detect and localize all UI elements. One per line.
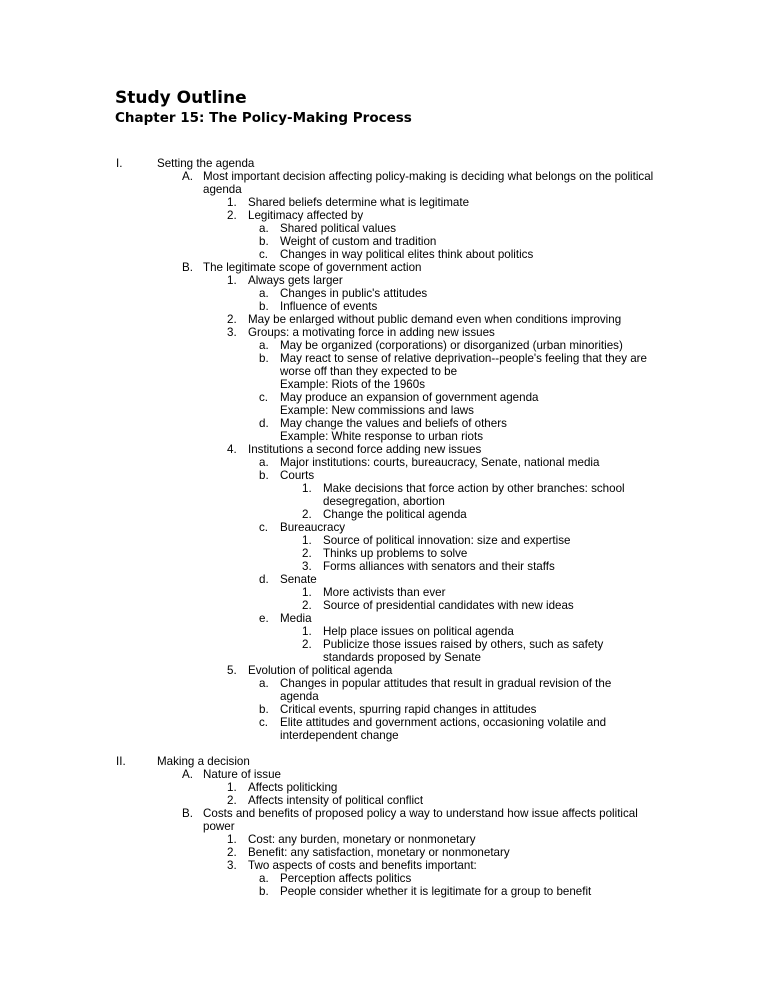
outline-text: May be enlarged without public demand even when conditions improving xyxy=(248,313,622,326)
outline-text: Publicize those issues raised by others, such as safety xyxy=(323,638,604,651)
outline-marker: 2. xyxy=(227,846,237,859)
outline-text: The legitimate scope of government action xyxy=(203,261,422,274)
outline-text: interdependent change xyxy=(280,729,399,742)
outline-text: Perception affects politics xyxy=(280,872,412,885)
outline-marker: 1. xyxy=(227,781,237,794)
outline-text: Major institutions: courts, bureaucracy, Senate, national media xyxy=(280,456,600,469)
outline-marker: 2. xyxy=(227,209,237,222)
outline-text: worse off than they expected to be xyxy=(280,365,458,378)
outline-text: Influence of events xyxy=(280,300,378,313)
outline-marker: B. xyxy=(182,807,193,820)
outline-text: Affects intensity of political conflict xyxy=(248,794,424,807)
outline-text: Most important decision affecting policy-making is deciding what belongs on the political xyxy=(203,170,654,183)
outline-marker: a. xyxy=(259,222,269,235)
outline-text: Source of presidential candidates with new ideas xyxy=(323,599,574,612)
outline-text: People consider whether it is legitimate for a group to benefit xyxy=(280,885,592,898)
outline-marker: 3. xyxy=(227,326,237,339)
outline-marker: 1. xyxy=(302,586,312,599)
outline-marker: a. xyxy=(259,456,269,469)
outline-marker: II. xyxy=(116,755,126,768)
outline-text: standards proposed by Senate xyxy=(323,651,481,664)
outline-text: Weight of custom and tradition xyxy=(280,235,437,248)
outline-marker: a. xyxy=(259,339,269,352)
outline-text: Forms alliances with senators and their staffs xyxy=(323,560,555,573)
outline-text: May produce an expansion of government agenda xyxy=(280,391,539,404)
outline-text: Affects politicking xyxy=(248,781,338,794)
outline-marker: 1. xyxy=(227,833,237,846)
outline-text: Nature of issue xyxy=(203,768,281,781)
outline-text: Senate xyxy=(280,573,317,586)
outline-text: Change the political agenda xyxy=(323,508,467,521)
outline-text: Institutions a second force adding new issues xyxy=(248,443,482,456)
outline-marker: b. xyxy=(259,885,269,898)
outline-text: Two aspects of costs and benefits important: xyxy=(248,859,477,872)
outline-text: agenda xyxy=(280,690,319,703)
outline-marker: c. xyxy=(259,521,269,534)
outline-marker: 1. xyxy=(302,482,312,495)
outline-marker: a. xyxy=(259,677,269,690)
outline-marker: 2. xyxy=(302,599,312,612)
outline-text: Changes in popular attitudes that result in gradual revision of the xyxy=(280,677,612,690)
outline-marker: 5. xyxy=(227,664,237,677)
outline-marker: a. xyxy=(259,287,269,300)
outline-marker: b. xyxy=(259,235,269,248)
outline-marker: 2. xyxy=(227,794,237,807)
outline-text: Costs and benefits of proposed policy a way to understand how issue affects political xyxy=(203,807,638,820)
outline-text: Example: Riots of the 1960s xyxy=(280,378,426,391)
outline-marker: c. xyxy=(259,716,269,729)
outline-text: Critical events, spurring rapid changes in attitudes xyxy=(280,703,537,716)
outline-marker: 4. xyxy=(227,443,237,456)
outline-marker: 1. xyxy=(302,534,312,547)
outline-text: Evolution of political agenda xyxy=(248,664,393,677)
outline-marker: b. xyxy=(259,469,269,482)
outline-marker: I. xyxy=(116,157,123,170)
outline-text: Make decisions that force action by other branches: school xyxy=(323,482,625,495)
outline-marker: 1. xyxy=(227,196,237,209)
outline-marker: c. xyxy=(259,248,269,261)
outline-text: Thinks up problems to solve xyxy=(323,547,468,560)
outline-marker: 2. xyxy=(302,547,312,560)
outline-text: Example: New commissions and laws xyxy=(280,404,474,417)
outline-text: Media xyxy=(280,612,312,625)
outline-text: Shared beliefs determine what is legitimate xyxy=(248,196,470,209)
outline-text: Legitimacy affected by xyxy=(248,209,364,222)
page-title: Study Outline xyxy=(115,88,247,108)
outline-marker: c. xyxy=(259,391,269,404)
outline-text: Always gets larger xyxy=(248,274,343,287)
outline-marker: 1. xyxy=(227,274,237,287)
outline-marker: d. xyxy=(259,573,269,586)
outline-text: Groups: a motivating force in adding new issues xyxy=(248,326,495,339)
outline-marker: B. xyxy=(182,261,193,274)
outline-text: Shared political values xyxy=(280,222,397,235)
outline-marker: a. xyxy=(259,872,269,885)
outline-text: Benefit: any satisfaction, monetary or nonmonetary xyxy=(248,846,510,859)
outline-text: Help place issues on political agenda xyxy=(323,625,514,638)
outline-text: Changes in way political elites think about politics xyxy=(280,248,534,261)
outline-text: Bureaucracy xyxy=(280,521,346,534)
outline-text: desegregation, abortion xyxy=(323,495,445,508)
outline-marker: b. xyxy=(259,352,269,365)
outline-marker: A. xyxy=(182,768,193,781)
outline-marker: 2. xyxy=(227,313,237,326)
outline-text: Cost: any burden, monetary or nonmonetary xyxy=(248,833,476,846)
outline-text: May change the values and beliefs of others xyxy=(280,417,507,430)
outline-marker: A. xyxy=(182,170,193,183)
outline-marker: d. xyxy=(259,417,269,430)
outline-text: Source of political innovation: size and expertise xyxy=(323,534,571,547)
outline-marker: b. xyxy=(259,300,269,313)
outline-marker: b. xyxy=(259,703,269,716)
outline-text: power xyxy=(203,820,235,833)
outline-text: May be organized (corporations) or disorganized (urban minorities) xyxy=(280,339,623,352)
outline-marker: 2. xyxy=(302,508,312,521)
outline-text: agenda xyxy=(203,183,242,196)
outline-text: May react to sense of relative deprivation--people's feeling that they are xyxy=(280,352,647,365)
outline-marker: 3. xyxy=(227,859,237,872)
outline-text: Changes in public's attitudes xyxy=(280,287,428,300)
chapter-subtitle: Chapter 15: The Policy-Making Process xyxy=(115,110,412,126)
outline-marker: 3. xyxy=(302,560,312,573)
outline-text: Making a decision xyxy=(157,755,250,768)
outline-marker: e. xyxy=(259,612,269,625)
outline-marker: 1. xyxy=(302,625,312,638)
outline-marker: 2. xyxy=(302,638,312,651)
outline-text: Elite attitudes and government actions, occasioning volatile and xyxy=(280,716,607,729)
outline-text: Courts xyxy=(280,469,315,482)
outline-text: Setting the agenda xyxy=(157,157,255,170)
outline-text: Example: White response to urban riots xyxy=(280,430,483,443)
outline-text: More activists than ever xyxy=(323,586,446,599)
